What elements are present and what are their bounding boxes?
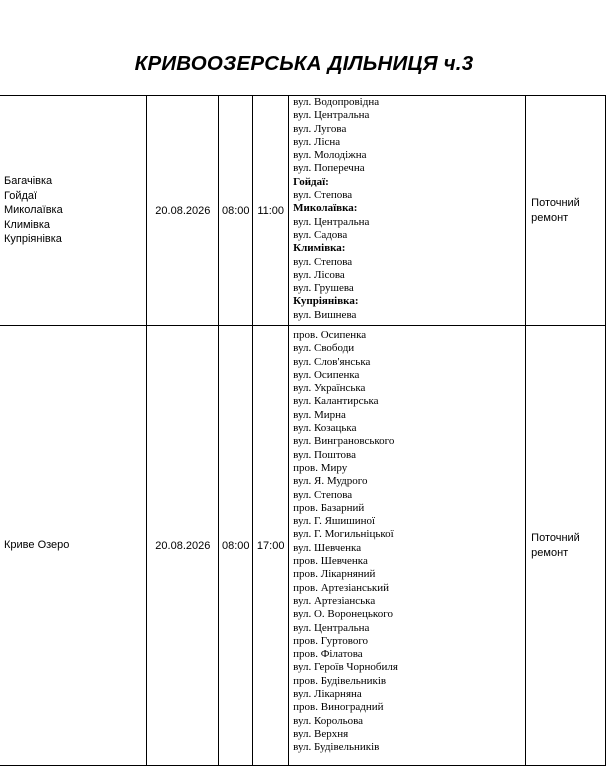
street-name: вул. Винграновського [293,435,395,448]
street-name: вул. Слов'янська [293,355,371,368]
reason-line: ремонт [531,211,569,224]
street-name: пров. Осипенка [293,329,367,341]
street-name: пров. Лікарняний [293,568,376,581]
reason-line: Поточний [531,531,580,544]
table-row [0,326,606,766]
settlement-heading: Гойдаї: [293,175,329,188]
street-name: вул. Козацька [293,422,357,435]
settlement-name: Багачівка [4,175,53,188]
street-name: вул. Верхня [293,727,349,740]
street-name: вул. Будівельників [293,741,380,754]
street-name: вул. Свободи [293,342,355,355]
table-row [0,96,606,326]
street-name: вул. Героїв Чорнобиля [293,661,398,674]
settlement-name: Гойдаї [4,189,38,202]
street-name: вул. Степова [293,255,353,268]
street-name: вул. Вишнева [293,308,357,321]
settlements-cell [0,326,147,766]
streets-cell [289,326,526,766]
end-time-cell: 17:00 [253,326,289,766]
street-name: вул. Шевченка [293,541,362,554]
street-name: вул. Лікарняна [293,688,362,701]
end-time-cell: 11:00 [253,96,289,326]
street-name: вул. Українська [293,382,366,395]
street-name: пров. Гуртового [293,634,369,647]
street-name: вул. Поштова [293,448,356,461]
reason-line: Поточний [531,196,580,209]
reason-line: ремонт [531,546,569,559]
settlement-name: Климівка [4,218,50,231]
settlements-cell [0,96,147,326]
date-cell: 20.08.2026 [147,326,219,766]
street-name: пров. Виноградний [293,701,384,714]
street-name: вул. Лісна [293,135,341,148]
street-name: вул. Артезіанська [293,594,376,607]
street-name: вул. Корольова [293,714,364,727]
street-name: вул. Центральна [293,215,370,228]
street-name: вул. Грушева [293,282,354,295]
settlement-name: Миколаївка [4,204,63,217]
street-name: пров. Миру [293,461,348,474]
page-title: КРИВООЗЕРСЬКА ДІЛЬНИЦЯ ч.3 [134,52,474,75]
street-name: вул. Г. Яшишиної [293,515,376,528]
reason-cell [526,96,606,326]
street-name: вул. Центральна [293,109,370,122]
street-name: вул. Лугова [293,122,347,135]
street-name: вул. Степова [293,189,353,202]
reason-cell [526,326,606,766]
street-name: вул. Калантирська [293,395,379,408]
street-name: вул. Водопровідна [293,96,380,108]
settlement-heading: Миколаївка: [293,202,358,215]
street-name: пров. Філатова [293,648,363,661]
settlement-heading: Климівка: [293,242,346,255]
street-name: вул. Центральна [293,621,370,634]
street-name: пров. Базарний [293,501,365,514]
street-name: пров. Будівельників [293,674,387,687]
street-name: вул. Садова [293,228,348,241]
street-name: вул. Поперечна [293,162,365,175]
street-name: вул. Я. Мудрого [293,475,368,488]
street-name: пров. Артезіанський [293,581,390,594]
settlement-heading: Купріянівка: [293,295,359,308]
street-name: вул. Осипенка [293,368,360,381]
date-cell: 20.08.2026 [147,96,219,326]
street-name: вул. Мирна [293,408,346,421]
street-name: пров. Шевченка [293,555,368,568]
street-name: вул. Степова [293,488,353,501]
street-name: вул. О. Воронецького [293,608,393,621]
outage-schedule-table [0,95,606,766]
streets-cell [289,96,526,326]
street-name: вул. Г. Могильніцької [293,528,394,541]
start-time-cell: 08:00 [219,96,253,326]
settlement-name: Купріянівка [4,233,62,246]
street-name: вул. Молодіжна [293,149,367,162]
street-name: вул. Лісова [293,268,345,281]
start-time-cell: 08:00 [219,326,253,766]
settlement-name: Криве Озеро [4,539,70,552]
